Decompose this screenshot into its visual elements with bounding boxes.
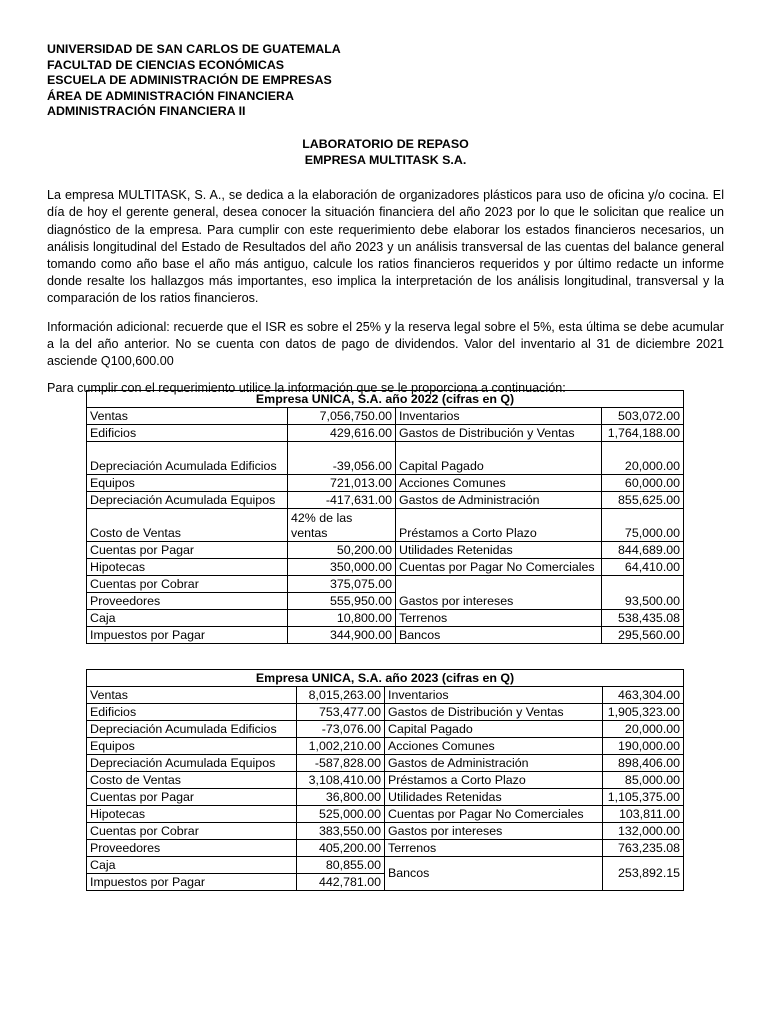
table-row bbox=[87, 492, 684, 509]
account-value: 93,500.00 bbox=[602, 576, 684, 610]
account-value: 20,000.00 bbox=[602, 442, 684, 475]
table-row bbox=[87, 509, 684, 542]
account-name: Cuentas por Pagar No Comerciales bbox=[385, 806, 603, 823]
account-value: 10,800.00 bbox=[288, 610, 396, 627]
account-value: 721,013.00 bbox=[288, 475, 396, 492]
account-value: 20,000.00 bbox=[603, 721, 684, 738]
account-name: Capital Pagado bbox=[385, 721, 603, 738]
account-name: Depreciación Acumulada Equipos bbox=[87, 492, 288, 509]
account-value: 898,406.00 bbox=[603, 755, 684, 772]
account-name: Proveedores bbox=[87, 840, 297, 857]
table-row bbox=[87, 442, 684, 475]
table-row bbox=[87, 610, 684, 627]
table-row bbox=[87, 576, 684, 593]
header-line: ADMINISTRACIÓN FINANCIERA II bbox=[47, 104, 246, 119]
account-value: 463,304.00 bbox=[603, 687, 684, 704]
additional-info-paragraph: Información adicional: recuerde que el ISR es sobre el 25% y la reserva legal sobre el 5%, esta última se debe acumular a la del año anterior. No se cuenta con datos de pago de dividendos. Valor del inventario al 31 de diciembre 2021 asciende Q100,600.00 bbox=[47, 319, 724, 368]
account-value: 7,056,750.00 bbox=[288, 408, 396, 425]
account-name: Gastos por intereses bbox=[396, 576, 602, 610]
table-row bbox=[87, 772, 684, 789]
account-name: Acciones Comunes bbox=[396, 475, 602, 492]
table-row bbox=[87, 840, 684, 857]
account-value: -417,631.00 bbox=[288, 492, 396, 509]
account-value: 1,105,375.00 bbox=[603, 789, 684, 806]
table-row bbox=[87, 755, 684, 772]
table-row bbox=[87, 425, 684, 442]
account-name: Hipotecas bbox=[87, 806, 297, 823]
account-name: Hipotecas bbox=[87, 559, 288, 576]
account-value: -39,056.00 bbox=[288, 442, 396, 475]
table-row bbox=[87, 721, 684, 738]
account-value: 503,072.00 bbox=[602, 408, 684, 425]
account-value: 8,015,263.00 bbox=[297, 687, 385, 704]
account-value: 555,950.00 bbox=[288, 593, 396, 610]
account-name: Proveedores bbox=[87, 593, 288, 610]
table-row bbox=[87, 475, 684, 492]
account-value: 253,892.15 bbox=[603, 857, 684, 891]
account-name: Depreciación Acumulada Equipos bbox=[87, 755, 297, 772]
account-name: Impuestos por Pagar bbox=[87, 627, 288, 644]
table-row bbox=[87, 857, 684, 874]
account-value: 375,075.00 bbox=[288, 576, 396, 593]
institution-header bbox=[47, 42, 724, 120]
account-value: 442,781.00 bbox=[297, 874, 385, 891]
header-line: ESCUELA DE ADMINISTRACIÓN DE EMPRESAS bbox=[47, 73, 332, 88]
account-name: Caja bbox=[87, 857, 297, 874]
account-name: Cuentas por Pagar No Comerciales bbox=[396, 559, 602, 576]
account-name: Cuentas por Cobrar bbox=[87, 576, 288, 593]
account-value: 344,900.00 bbox=[288, 627, 396, 644]
table-2022 bbox=[86, 390, 684, 644]
title-line-2: EMPRESA MULTITASK S.A. bbox=[304, 152, 467, 167]
account-name: Equipos bbox=[87, 738, 297, 755]
account-value: 75,000.00 bbox=[602, 509, 684, 542]
table-2023 bbox=[86, 669, 684, 891]
account-name: Préstamos a Corto Plazo bbox=[385, 772, 603, 789]
account-value: 36,800.00 bbox=[297, 789, 385, 806]
account-name: Equipos bbox=[87, 475, 288, 492]
account-value: -73,076.00 bbox=[297, 721, 385, 738]
account-name: Costo de Ventas bbox=[87, 772, 297, 789]
table-row bbox=[87, 806, 684, 823]
account-name: Préstamos a Corto Plazo bbox=[396, 509, 602, 542]
title-line-1: LABORATORIO DE REPASO bbox=[302, 136, 469, 151]
account-value: 383,550.00 bbox=[297, 823, 385, 840]
account-value: 50,200.00 bbox=[288, 542, 396, 559]
account-name: Acciones Comunes bbox=[385, 738, 603, 755]
account-value: 85,000.00 bbox=[603, 772, 684, 789]
account-value: 60,000.00 bbox=[602, 475, 684, 492]
account-value: 350,000.00 bbox=[288, 559, 396, 576]
account-name: Cuentas por Pagar bbox=[87, 789, 297, 806]
account-value: 405,200.00 bbox=[297, 840, 385, 857]
document-title bbox=[47, 137, 724, 168]
table-row bbox=[87, 627, 684, 644]
header-line: UNIVERSIDAD DE SAN CARLOS DE GUATEMALA bbox=[47, 42, 341, 56]
table-row bbox=[87, 738, 684, 755]
account-value: 844,689.00 bbox=[602, 542, 684, 559]
account-value: 753,477.00 bbox=[297, 704, 385, 721]
account-name: Gastos de Administración bbox=[396, 492, 602, 509]
table-row bbox=[87, 687, 684, 704]
account-name: Edificios bbox=[87, 425, 288, 442]
account-value: -587,828.00 bbox=[297, 755, 385, 772]
account-name: Caja bbox=[87, 610, 288, 627]
account-value: 64,410.00 bbox=[602, 559, 684, 576]
table-row bbox=[87, 559, 684, 576]
account-value: 1,002,210.00 bbox=[297, 738, 385, 755]
account-name: Depreciación Acumulada Edificios bbox=[87, 442, 288, 475]
account-value: 1,905,323.00 bbox=[603, 704, 684, 721]
account-name: Gastos de Distribución y Ventas bbox=[396, 425, 602, 442]
account-name: Cuentas por Cobrar bbox=[87, 823, 297, 840]
header-line: FACULTAD DE CIENCIAS ECONÓMICAS bbox=[47, 57, 285, 72]
account-name: Gastos de Administración bbox=[385, 755, 603, 772]
intro-paragraph: La empresa MULTITASK, S. A., se dedica a la elaboración de organizadores plásticos para uso de oficina y/o cocina. El día de hoy el gerente general, desea conocer la situación financiera del año 2023 por lo que le solicitan que realice un diagnóstico de la empresa. Para cumplir con este requerimiento debe elaborar los estados financieros necesarios, un análisis longitudinal del Estado de Resultados del año 2023 y un análisis transversal de las cuentas del balance general tomando como año base el año más antiguo, calcule los ratios financieros requeridos y por último redacte un informe donde resalte los hallazgos más importantes, eso implica la interpretación de los análisis longitudinal, transversal y la comparación de los ratios financieros. bbox=[47, 188, 724, 306]
account-value: 80,855.00 bbox=[297, 857, 385, 874]
account-value: 538,435.08 bbox=[602, 610, 684, 627]
table-row bbox=[87, 823, 684, 840]
account-value: 855,625.00 bbox=[602, 492, 684, 509]
account-name: Edificios bbox=[87, 704, 297, 721]
account-name: Ventas bbox=[87, 408, 288, 425]
account-name: Capital Pagado bbox=[396, 442, 602, 475]
account-value: 42% de las ventas bbox=[288, 509, 396, 542]
account-value: 132,000.00 bbox=[603, 823, 684, 840]
account-value: 1,764,188.00 bbox=[602, 425, 684, 442]
table-row bbox=[87, 704, 684, 721]
instruction-paragraph: Para cumplir con el requerimiento utilice la información que se le proporciona a continuación: bbox=[47, 381, 566, 396]
account-value: 103,811.00 bbox=[603, 806, 684, 823]
account-value: 429,616.00 bbox=[288, 425, 396, 442]
account-name: Impuestos por Pagar bbox=[87, 874, 297, 891]
table-caption: Empresa UNICA, S.A. año 2022 (cifras en Q) bbox=[87, 391, 684, 408]
account-value: 3,108,410.00 bbox=[297, 772, 385, 789]
account-name: Bancos bbox=[396, 627, 602, 644]
account-name: Cuentas por Pagar bbox=[87, 542, 288, 559]
table-row bbox=[87, 789, 684, 806]
account-value: 190,000.00 bbox=[603, 738, 684, 755]
account-name: Depreciación Acumulada Edificios bbox=[87, 721, 297, 738]
account-name: Inventarios bbox=[385, 687, 603, 704]
document-page bbox=[47, 42, 724, 397]
account-value: 525,000.00 bbox=[297, 806, 385, 823]
table-row bbox=[87, 542, 684, 559]
account-name: Costo de Ventas bbox=[87, 509, 288, 542]
account-name: Gastos de Distribución y Ventas bbox=[385, 704, 603, 721]
account-name: Utilidades Retenidas bbox=[396, 542, 602, 559]
account-name: Gastos por intereses bbox=[385, 823, 603, 840]
account-value: 295,560.00 bbox=[602, 627, 684, 644]
header-line: ÁREA DE ADMINISTRACIÓN FINANCIERA bbox=[47, 88, 294, 103]
account-name: Utilidades Retenidas bbox=[385, 789, 603, 806]
table-row bbox=[87, 408, 684, 425]
table-caption: Empresa UNICA, S.A. año 2023 (cifras en Q) bbox=[87, 670, 684, 687]
account-name: Terrenos bbox=[385, 840, 603, 857]
account-name: Terrenos bbox=[396, 610, 602, 627]
account-name: Ventas bbox=[87, 687, 297, 704]
account-name: Inventarios bbox=[396, 408, 602, 425]
account-value: 763,235.08 bbox=[603, 840, 684, 857]
account-name: Bancos bbox=[385, 857, 603, 891]
